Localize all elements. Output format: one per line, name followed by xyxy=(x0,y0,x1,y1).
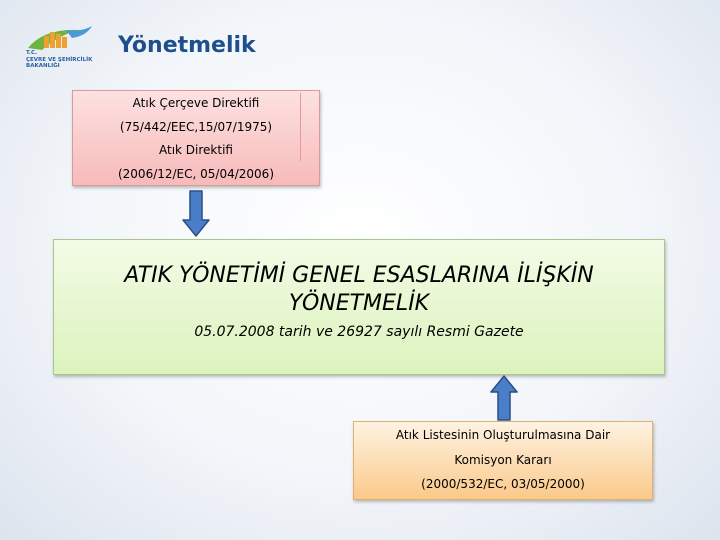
commission-line: (2000/532/EC, 03/05/2000) xyxy=(421,477,585,491)
source-directives-box xyxy=(72,90,320,186)
regulation-title-line2: YÖNETMELİK xyxy=(288,291,430,316)
down-arrow-icon xyxy=(181,190,211,238)
up-arrow-icon xyxy=(489,375,519,421)
commission-line: Komisyon Kararı xyxy=(454,452,552,467)
regulation-title: ATIK YÖNETİMİ GENEL ESASLARINA İLİŞKİN xyxy=(124,263,594,288)
page-title: Yönetmelik xyxy=(118,33,256,58)
directive-line: Atık Direktifi xyxy=(159,143,233,157)
divider-line xyxy=(300,93,301,161)
logo-line: T.C. xyxy=(26,50,38,56)
regulation-box xyxy=(53,239,665,375)
logo-line: BAKANLIĞI xyxy=(26,63,60,69)
directive-line: Atık Çerçeve Direktifi xyxy=(132,96,260,110)
commission-line: Atık Listesinin Oluşturulmasına Dair xyxy=(395,428,611,442)
logo-text xyxy=(26,50,106,70)
regulation-subtitle: 05.07.2008 tarih ve 26927 sayılı Resmi Gazete xyxy=(194,324,524,340)
directive-line: (75/442/EEC,15/07/1975) xyxy=(119,119,273,134)
logo-line: ÇEVRE VE ŞEHİRCİLİK xyxy=(26,56,93,63)
directive-line: (2006/12/EC, 05/04/2006) xyxy=(117,166,274,181)
commission-decision-box xyxy=(353,421,653,500)
